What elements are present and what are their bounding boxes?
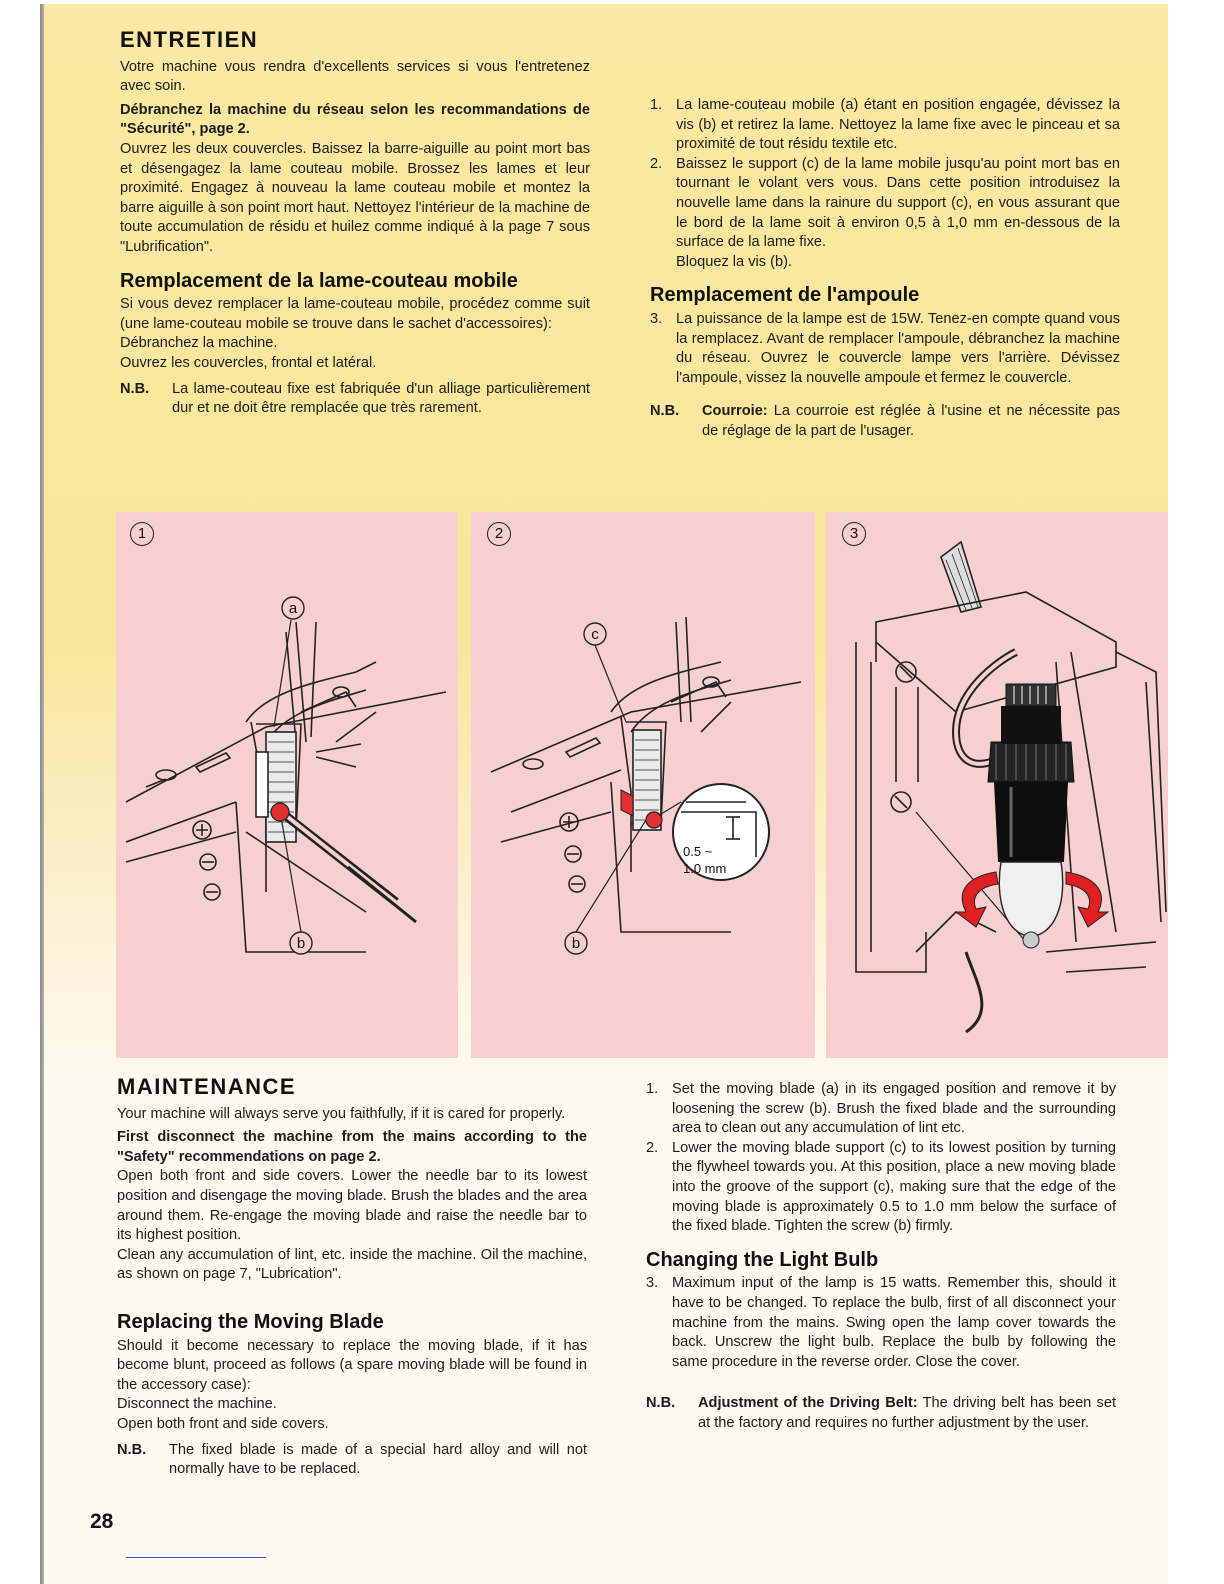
en-nb2-text: The driving belt has been set at the factory and requires no further adjustment by the user. — [698, 1395, 1117, 1431]
en-body: Open both front and side covers. Lower the needle bar to its lowest position and disengage the moving blade. Brush the blades and the area around them. Re-engage the moving blade and raise the needle bar to its highest position. — [117, 1168, 587, 1244]
en-step-3 — [646, 1274, 1116, 1372]
figure-2-label-b: b — [571, 935, 581, 952]
fr-title: ENTRETIEN — [120, 27, 259, 52]
en-step-3-text: Maximum input of the lamp is 15 watts. Remember this, should it have to be changed. To replace the bulb, first of all disconnect your machine from the mains. Swing open the lamp cover towards the back. Unscrew the light bulb. Replace the bulb by following the same procedure in the reverse order. Close the cover. — [672, 1275, 1116, 1370]
figure-3-illustration — [826, 512, 1168, 1058]
fr-nb-text: La lame-couteau fixe est fabriquée d'un alliage particulièrement dur et ne doit être remplacée que très rarement. — [172, 380, 590, 417]
fr-nb2-bold: Courroie: — [702, 403, 768, 420]
fr-nb2-text: La courroie est réglée à l'usine et ne nécessite pas de réglage de la part de l'usager. — [702, 403, 1120, 439]
en-body2: Clean any accumulation of lint, etc. inside the machine. Oil the machine, as shown on page 7, "Lubrication". — [117, 1246, 587, 1283]
fr-nb2-label: N.B. — [650, 403, 680, 420]
figure-3-panel — [826, 512, 1168, 1058]
en-step-1-text: Set the moving blade (a) in its engaged position and remove it by loosening the screw (b). Brush the fixed blade and the surrounding area to clean out any accumulation of lint etc. — [672, 1081, 1116, 1137]
en-step-2-text: Lower the moving blade support (c) to its lowest position by turning the flywheel towards you. At this position, place a new moving blade into the groove of the support (c), making sure that the edge of the moving blade is approximately 0.5 to 1.0 mm below the surface of the fixed blade. Tighten the screw (b) firmly. — [672, 1139, 1116, 1235]
en-intro: Your machine will always serve you faithfully, if it is cared for properly. — [117, 1105, 566, 1122]
figure-1-label-b: b — [296, 935, 306, 952]
en-nb-label: N.B. — [117, 1441, 147, 1458]
figure-2-number: 2 — [487, 522, 511, 546]
fr-right-column — [650, 96, 1120, 442]
figure-1-panel — [116, 512, 458, 1058]
fr-nb2-note — [650, 402, 1120, 441]
en-warning: First disconnect the machine from the mains according to the "Safety" recommendations on page 2. — [117, 1129, 587, 1165]
fr-intro: Votre machine vous rendra d'excellents services si vous l'entretenez avec soin. — [120, 58, 590, 95]
fr-body: Ouvrez les deux couvercles. Baissez la barre-aiguille au point mort bas et désengagez la lame couteau mobile. Brossez les lames et leur proximité. Engagez à nouveau la lame couteau mobile et montez la barre aiguille à son point mort haut. Nettoyez l'intérieur de la machine de toute accumulation de résidu et huilez comme indiqué à la page 7 sous "Lubrification". — [120, 140, 590, 255]
en-blade-line2: Open both front and side covers. — [117, 1415, 329, 1432]
en-blade-intro: Should it become necessary to replace the moving blade, if it has become blunt, proceed as follows (a spare moving blade will be found in the accessory case): — [117, 1337, 587, 1393]
page-number: 28 — [90, 1510, 114, 1533]
fr-nb-note — [120, 380, 590, 419]
en-bulb-heading: Changing the Light Bulb — [646, 1248, 879, 1271]
fr-left-column — [120, 27, 590, 419]
en-step-2-num: 2. — [646, 1139, 659, 1156]
en-step-2 — [646, 1139, 1116, 1237]
en-nb-text: The fixed blade is made of a special hard alloy and will not normally have to be replaced. — [169, 1441, 587, 1478]
figure-2-panel — [471, 512, 815, 1058]
figure-2-measure-1: 0.5 ~ — [683, 844, 713, 859]
fr-step-2 — [650, 155, 1120, 253]
fr-step-2-tail — [650, 253, 1120, 273]
en-blade-line1: Disconnect the machine. — [117, 1396, 277, 1413]
fr-step-2-text: Baissez le support (c) de la lame mobile jusqu'au point mort bas en tournant le volant vers vous. Dans cette position introduisez la nouvelle lame dans la rainure du support (c), en vous assurant que le bord de la lame soit à environ 0,5 à 1,0 mm en-dessous de la surface de la lame fixe. — [676, 155, 1120, 251]
en-step-1-num: 1. — [646, 1081, 659, 1097]
en-nb-note — [117, 1441, 587, 1480]
fr-step-1 — [650, 96, 1120, 155]
fr-step-3-num: 3. — [650, 310, 663, 327]
figure-2-label-c: c — [591, 626, 599, 643]
figure-2-illustration — [471, 512, 815, 1058]
en-step-1 — [646, 1080, 1116, 1139]
fr-blade-intro: Si vous devez remplacer la lame-couteau mobile, procédez comme suit (une lame-couteau mobile se trouve dans le sachet d'accessoires): — [120, 296, 590, 332]
fr-nb-label: N.B. — [120, 380, 150, 397]
fr-blade-heading: Remplacement de la lame-couteau mobile — [120, 269, 518, 292]
figure-1-illustration — [116, 512, 458, 1058]
fr-blade-line2: Ouvrez les couvercles, frontal et latéral. — [120, 354, 377, 371]
footer-rule — [126, 1557, 266, 1558]
fr-step-2-num: 2. — [650, 155, 663, 172]
fr-step-1-text: La lame-couteau mobile (a) étant en position engagée, dévissez la vis (b) et retirez la lame. Nettoyez la lame fixe avec le pinceau et sa proximité de tout résidu textile etc. — [676, 97, 1120, 153]
fr-step-2-tail-text: Bloquez la vis (b). — [676, 253, 792, 270]
fr-warning: Débranchez la machine du réseau selon les recommandations de "Sécurité", page 2. — [120, 101, 590, 138]
fr-step-1-num: 1. — [650, 97, 663, 113]
en-nb2-note — [646, 1394, 1116, 1433]
fr-step-3 — [650, 310, 1120, 388]
en-nb2-bold: Adjustment of the Driving Belt: — [698, 1395, 918, 1412]
fr-blade-line1: Débranchez la machine. — [120, 335, 278, 352]
figure-2-measure-2: 1.0 mm — [683, 861, 727, 876]
fr-bulb-heading: Remplacement de l'ampoule — [650, 284, 920, 307]
fr-step-3-text: La puissance de la lampe est de 15W. Tenez-en compte quand vous la remplacez. Avant de remplacer l'ampoule, débranchez la machine du réseau. Ouvrez le couvercle lampe vers l'arrière. Dévissez l'ampoule, vissez la nouvelle ampoule et fermez le couvercle. — [676, 310, 1120, 386]
figure-1-number: 1 — [130, 522, 154, 546]
figure-1-label-a: a — [288, 600, 298, 617]
en-right-column — [646, 1080, 1116, 1434]
en-left-column — [117, 1074, 587, 1480]
en-title: MAINTENANCE — [117, 1074, 297, 1099]
en-step-3-num: 3. — [646, 1275, 659, 1292]
en-nb2-label: N.B. — [646, 1395, 676, 1412]
figure-3-number: 3 — [842, 522, 866, 546]
en-blade-heading: Replacing the Moving Blade — [117, 1310, 384, 1333]
